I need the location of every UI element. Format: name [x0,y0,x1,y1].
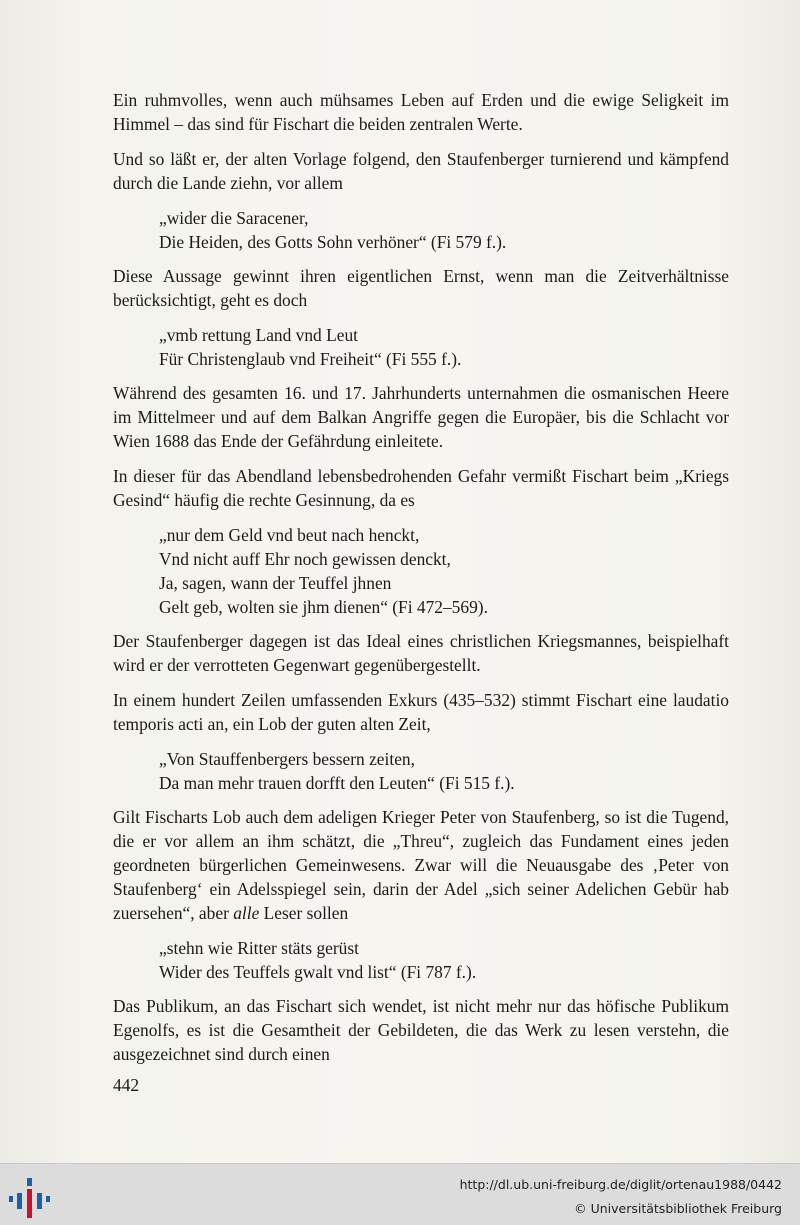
ub-freiburg-logo-icon [8,1176,52,1220]
page-number: 442 [113,1075,140,1095]
quote-1 [159,206,729,254]
quote-3 [159,523,729,619]
paragraph-3: Diese Aussage gewinnt ihren eigentlichen Ernst, wenn man die Zeitverhältnisse berücksichtigt, geht es doch [113,266,729,310]
quote-4 [159,747,729,795]
paragraph-4: Während des gesamten 16. und 17. Jahrhunderts unternahmen die osmanischen Heere im Mittelmeer und auf dem Balkan Angriffe gegen die Europäer, bis die Schlacht vor Wien 1688 das Ende der Gefährdung einleitete. [113,383,729,451]
quote-line: Wider des Teuffels gwalt vnd list“ (Fi 787 f.). [159,962,477,982]
emphasis-alle: alle [233,903,260,923]
source-url[interactable]: http://dl.ub.uni-freiburg.de/diglit/ortenau1988/0442 [459,1177,782,1192]
quote-line: „wider die Saracener, [159,208,309,228]
quote-line: „stehn wie Ritter stäts gerüst [159,938,359,958]
quote-2 [159,323,729,371]
quote-line: Da man mehr trauen dorfft den Leuten“ (Fi 515 f.). [159,773,515,793]
paragraph-9: Das Publikum, an das Fischart sich wendet, ist nicht mehr nur das höfische Publikum Egenolfs, es ist die Gesamtheit der Gebildeten, die das Werk zu lesen verstehn, die ausgezeichnet sind durch einen [113,996,729,1064]
paragraph-8-text-end: Leser sollen [259,903,349,923]
quote-line: Ja, sagen, wann der Teuffel jhnen [159,573,392,593]
quote-line: Gelt geb, wolten sie jhm dienen“ (Fi 472–569). [159,597,488,617]
viewer-footer [0,1163,800,1225]
paragraph-5: In dieser für das Abendland lebensbedrohenden Gefahr vermißt Fischart beim „Kriegs Gesind“ häufig die rechte Gesinnung, da es [113,466,729,510]
quote-5 [159,936,729,984]
paragraph-8 [113,805,729,925]
quote-line: „vmb rettung Land vnd Leut [159,325,358,345]
paragraph-8-text: Gilt Fischarts Lob auch dem adeligen Krieger Peter von Staufenberg, so ist die Tugend, die er vor allem an ihm schätzt, die „Threu“, zugleich das Fundament eines jeden geordneten bürgerlichen Gemeinwesens. Zwar will die Neuausgabe des ‚Peter von Staufenberg‘ ein Adelsspiegel sein, darin der Adel „sich seiner Adelichen Gebür hab zuersehen“, aber [113,807,729,923]
paragraph-1: Ein ruhmvolles, wenn auch mühsames Leben auf Erden und die ewige Seligkeit im Himmel – das sind für Fischart die beiden zentralen Werte. [113,90,729,134]
paragraph-6: Der Staufenberger dagegen ist das Ideal eines christlichen Kriegsmannes, beispielhaft wird er der verrotteten Gegenwart gegenübergestellt. [113,631,729,675]
paragraph-2: Und so läßt er, der alten Vorlage folgend, den Staufenberger turnierend und kämpfend durch die Lande ziehn, vor allem [113,149,729,193]
quote-line: „nur dem Geld vnd beut nach henckt, [159,525,420,545]
body-text [113,88,729,1077]
copyright-notice: © Universitätsbibliothek Freiburg [574,1201,782,1216]
quote-line: Für Christenglaub vnd Freiheit“ (Fi 555 f.). [159,349,462,369]
quote-line: „Von Stauffenbergers bessern zeiten, [159,749,415,769]
quote-line: Vnd nicht auff Ehr noch gewissen denckt, [159,549,451,569]
quote-line: Die Heiden, des Gotts Sohn verhöner“ (Fi 579 f.). [159,232,507,252]
paragraph-7: In einem hundert Zeilen umfassenden Exkurs (435–532) stimmt Fischart eine laudatio temporis acti an, ein Lob der guten alten Zeit, [113,690,729,734]
